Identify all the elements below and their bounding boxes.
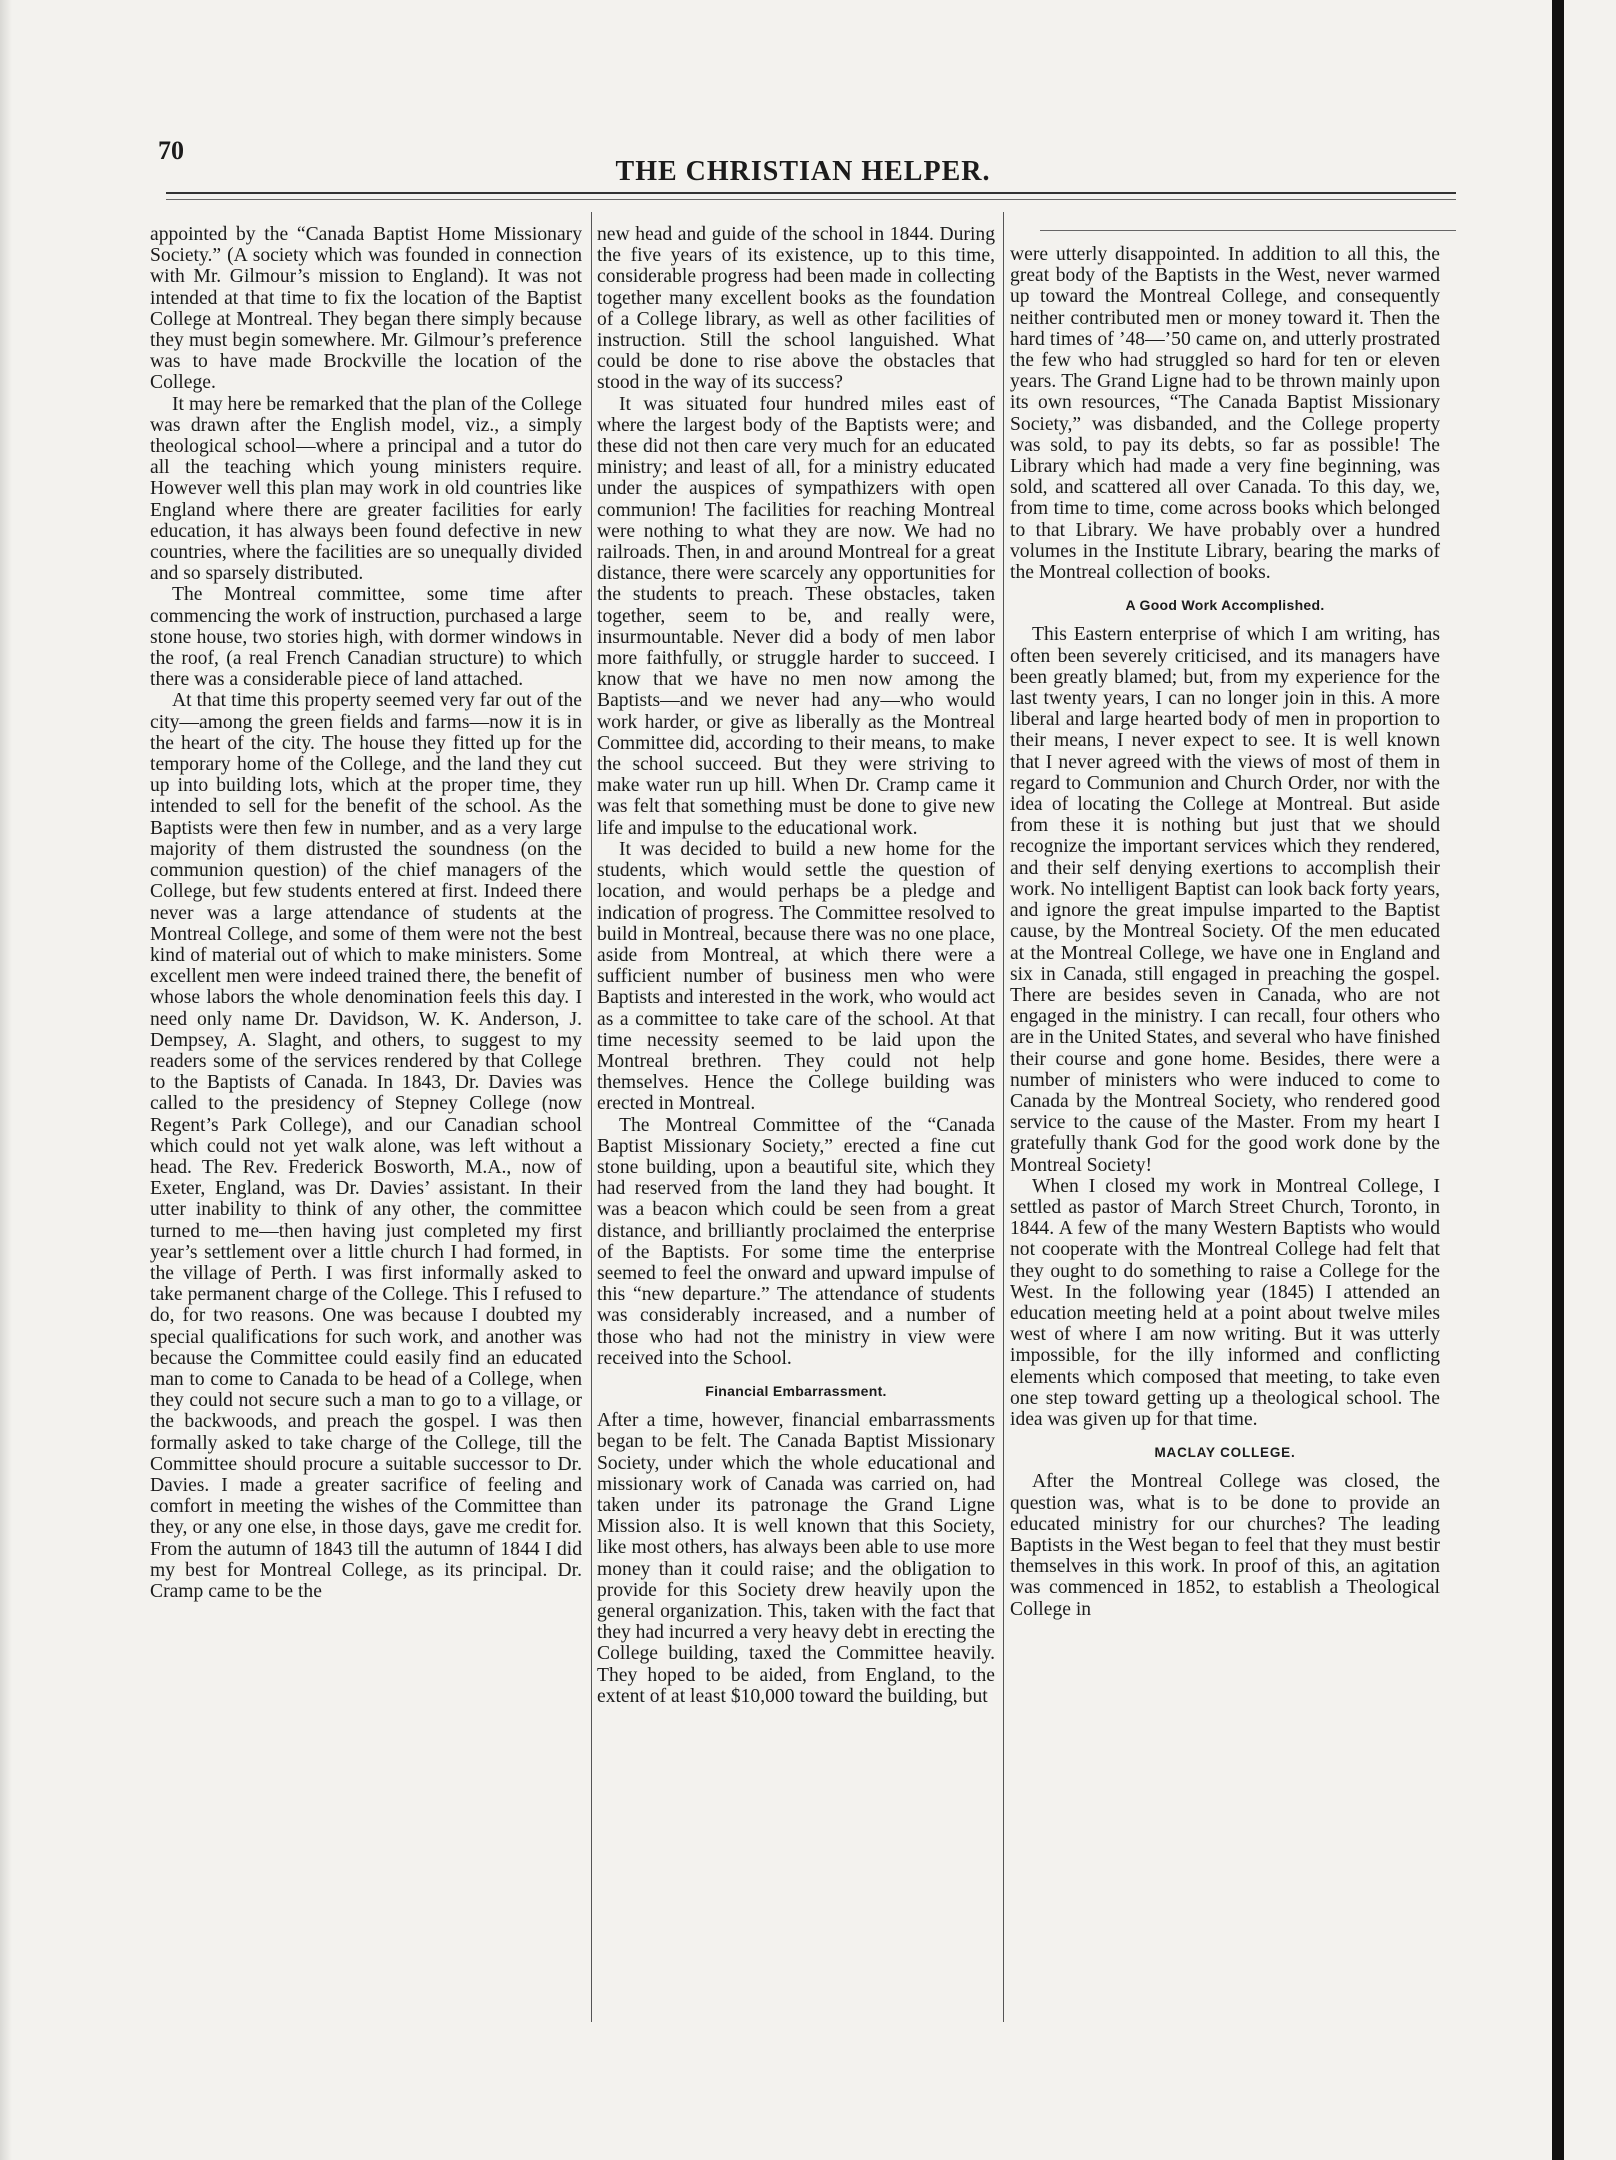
section-heading: Financial Embarrassment. xyxy=(705,1382,887,1399)
paragraph: After the Montreal College was closed, the question was, what is to be done to provide an educated ministry for our churches? The leading Baptists in the West began to feel that they must bestir themselves in this work. In proof of this, an agitation was commenced in 1852, to establish a Theological College in xyxy=(1010,1471,1440,1620)
running-title: THE CHRISTIAN HELPER. xyxy=(615,156,991,187)
section-heading: A Good Work Accomplished. xyxy=(1125,597,1325,614)
paragraph: When I closed my work in Montreal College, I settled as pastor of March Street Church, Toronto, in 1844. A few of the many Western Baptists who would not cooperate with the Montreal College had felt that they ought to do something to raise a College for the West. In the following year (1845) I attended an education meeting held at a point about twelve miles west of where I am now writing. But it was utterly impossible, for the illy informed and conflicting elements which composed that meeting, to take even one step toward getting up a theological school. The idea was given up for that time. xyxy=(1010,1175,1440,1430)
paragraph: At that time this property seemed very far out of the city—among the green fields and farms—now it is in the heart of the city. The house they fitted up for the temporary home of the College, and the land they cut up into building lots, which at the proper time, they intended to sell for the benefit of the school. As the Baptists were then few in number, and as a very large majority of them distrusted the soundness (on the communion question) of the chief managers of the College, but few students entered at first. Indeed there never was a large attendance of students at the Montreal College, and some of them were not the best kind of material out of which to make ministers. Some excellent men were indeed trained there, the benefit of whose labors the whole denomination feels this day. I need only name Dr. Davidson, W. K. Anderson, J. Dempsey, A. Slaght, and others, to suggest to my readers some of the services rendered by that College to the Baptists of Canada. In 1843, Dr. Davies was called to the presidency of Stepney College (now Regent’s Park College), and our Canadian school which could not yet walk alone, was left without a head. The Rev. Frederick Bosworth, M.A., now of Exeter, England, was Dr. Davies’ assistant. In their utter inability to think of any other, the committee turned to me—then having just completed my first year’s settlement over a little church I had formed, in the village of Perth. I was first informally asked to take permanent charge of the College. This I refused to do, for two reasons. One was because I doubted my special qualifications for such work, and another was because the Committee could easily find an educated man to come to Canada to be head of a College, when they could not secure such a man to go to a village, or the backwoods, and preach the gospel. I was then formally asked to take charge of the College, till the Committee should procure a suitable successor to Dr. Davies. I made a greater sacrifice of feeling and comfort in meeting the wishes of the Committee than they, or any one else, in those days, gave me credit for. From the autumn of 1843 till the autumn of 1844 I did my best for Montreal College, as its principal. Dr. Cramp came to be the xyxy=(150,690,582,1602)
page-number: 70 xyxy=(158,136,184,165)
scan-margin xyxy=(1564,0,1616,2160)
paragraph: After a time, however, financial embarrassments began to be felt. The Canada Baptist Missionary Society, under which the whole educational and missionary work of Canada was carried on, had taken under its patronage the Grand Ligne Mission also. It is well known that this Society, like most others, has always been able to use more money than it could raise; and the obligation to provide for this Society drew heavily upon the general organization. This, taken with the fact that they had incurred a very heavy debt in erecting the College building, taxed the Committee heavily. They hoped to be aided, from England, to the extent of at least $10,000 toward the building, but xyxy=(597,1410,995,1707)
column-2 xyxy=(597,224,995,1707)
column-divider xyxy=(1003,212,1004,2022)
column-divider xyxy=(591,212,592,2022)
section-heading: MACLAY COLLEGE. xyxy=(1154,1445,1296,1461)
paragraph: It was decided to build a new home for the students, which would settle the question of location, and would perhaps be a pledge and indication of progress. The Committee resolved to build in Montreal, because there was no one place, aside from Montreal, at which there were a sufficient number of business men who were Baptists and interested in the work, who would act as a committee to take care of the school. At that time necessity seemed to be laid upon the Montreal brethren. They could not help themselves. Hence the College building was erected in Montreal. xyxy=(597,838,995,1115)
header-rule xyxy=(166,192,1456,194)
paragraph: The Montreal committee, some time after commencing the work of instruction, purchased a large stone house, two stories high, with dormer windows in the roof, (a real French Canadian structure) to which there was a considerable piece of land attached. xyxy=(150,584,582,691)
scan-dark-edge xyxy=(1552,0,1564,2160)
paragraph: The Montreal Committee of the “Canada Baptist Missionary Society,” erected a fine cut stone building, upon a beautiful site, which they had reserved from the land they had bought. It was a beacon which could be seen from a great distance, and brilliantly proclaimed the enterprise of the Baptists. For some time the enterprise seemed to feel the onward and upward impulse of this “new departure.” The attendance of students was considerably increased, and a number of those who had not the ministry in view were received into the School. xyxy=(597,1114,995,1369)
paragraph: appointed by the “Canada Baptist Home Missionary Society.” (A society which was founded in connection with Mr. Gilmour’s mission to England). It was not intended at that time to fix the location of the Baptist College at Montreal. They began there simply because they must begin somewhere. Mr. Gilmour’s preference was to have made Brockville the location of the College. xyxy=(150,224,582,394)
paragraph: It was situated four hundred miles east of where the largest body of the Baptists were; and these did not then care very much for an educated ministry; and least of all, for a ministry educated under the auspices of sympathizers with open communion! The facilities for reaching Montreal were nothing to what they are now. We had no railroads. Then, in and around Montreal for a great distance, there were scarcely any opportunities for the students to preach. These obstacles, taken together, seem to be, and really were, insurmountable. Never did a body of men labor more faithfully, or struggle harder to succeed. I know that we have no men now among the Baptists—and we never had any—who would work harder, or give as liberally as the Montreal Committee did, according to their means, to make the school succeed. But they were striving to make water run up hill. When Dr. Cramp came it was felt that something must be done to give new life and impulse to the educational work. xyxy=(597,393,995,839)
column-1 xyxy=(150,224,582,1602)
paragraph: This Eastern enterprise of which I am writing, has often been severely criticised, and its managers have been greatly blamed; but, from my experience for the last twenty years, I can no longer join in this. A more liberal and large hearted body of men in proportion to their means, I never expect to see. It is well known that I never agreed with the views of most of them in regard to Communion and Church Order, nor with the idea of locating the College at Montreal. But aside from these it is nothing but just that we should recognize the important services which they rendered, and their self denying exertions to accomplish their work. No intelligent Baptist can look back forty years, and ignore the great impulse imparted to the Baptist cause, by the Montreal Society. Of the men educated at the Montreal College, we have one in England and six in Canada, still engaged in preaching the gospel. There are besides seven in Canada, who are not engaged in the ministry. I can recall, four others who are in the United States, and several who have finished their course and gone home. Besides, there were a number of ministers who were induced to come to Canada by the Montreal Society, who rendered good service to the cause of the Master. From my heart I gratefully thank God for the good work done by the Montreal Society! xyxy=(1010,624,1440,1176)
paragraph: were utterly disappointed. In addition to all this, the great body of the Baptists in the West, never warmed up toward the Montreal College, and consequently neither contributed men or money toward it. Then the hard times of ’48—’50 came on, and utterly prostrated the few who had struggled so hard for ten or eleven years. The Grand Ligne had to be thrown mainly upon its own resources, “The Canada Baptist Missionary Society,” was disbanded, and the College property was sold, to pay its debts, so far as possible! The Library which had made a very fine beginning, was sold, and scattered all over Canada. To this day, we, from time to time, come across books which belonged to that Library. We have probably over a hundred volumes in the Institute Library, bearing the marks of the Montreal collection of books. xyxy=(1010,244,1440,584)
column-3 xyxy=(1010,244,1440,1620)
paragraph: It may here be remarked that the plan of the College was drawn after the English model, viz., a simply theological school—where a principal and a tutor do all the teaching which young ministers require. However well this plan may work in old countries like England where there are greater facilities for early education, it has always been found defective in new countries, where the facilities are so unequally divided and so sparsely distributed. xyxy=(150,393,582,585)
scan-shadow xyxy=(0,0,12,2160)
paragraph: new head and guide of the school in 1844. During the five years of its existence, up to this time, considerable progress had been made in collecting together many excellent books as the foundation of a College library, as well as other facilities of instruction. Still the school languished. What could be done to rise above the obstacles that stood in the way of its success? xyxy=(597,224,995,394)
header-rule-thin xyxy=(166,199,1456,200)
page-header xyxy=(150,136,1456,187)
column-top-rule xyxy=(1040,230,1456,231)
